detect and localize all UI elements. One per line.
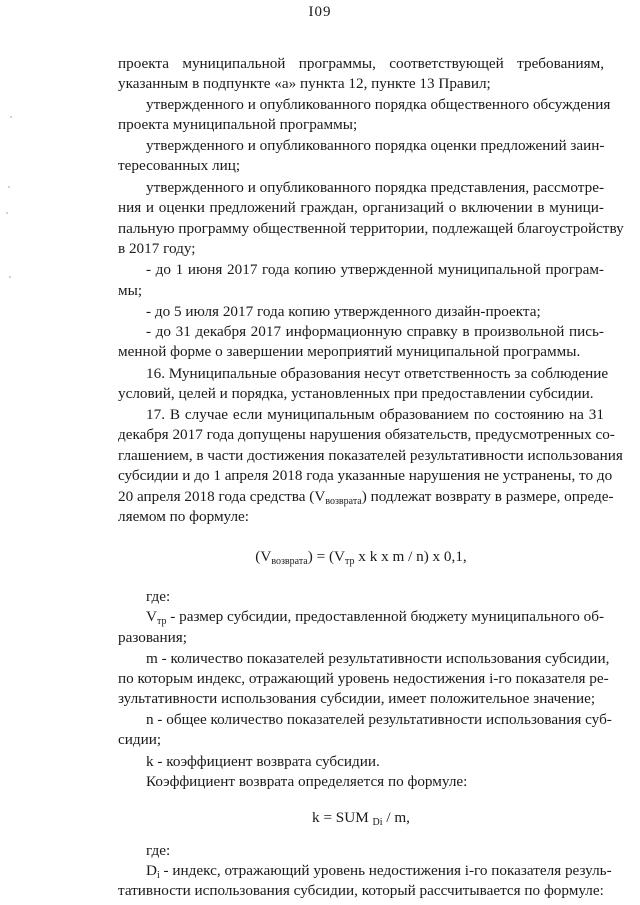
text-line: где: xyxy=(146,842,171,859)
text-line: субсидии и до 1 апреля 2018 года указанные нарушения не устранены, то до xyxy=(118,467,613,484)
text-fragment: - индекс, отражающий уровень недостижения i-го показателя резуль- xyxy=(159,862,612,879)
text-line: проекта муниципальной программы, соответствующей требованиям, xyxy=(118,55,604,72)
scan-speck xyxy=(10,116,12,118)
text-line: - до 1 июня 2017 года копию утвержденной муниципальной програм- xyxy=(146,261,604,278)
formula-return-coefficient: k = SUM $_{Di}$ / m, xyxy=(312,809,410,828)
text-line: по которым индекс, отражающий уровень недостижения i-го показателя ре- xyxy=(118,670,609,687)
subscript: i xyxy=(156,870,160,881)
text-line: ляемом по формуле: xyxy=(118,508,250,525)
text-line: Коэффициент возврата определяется по формуле: xyxy=(146,773,468,790)
text-line: n - общее количество показателей результативности использования суб- xyxy=(146,711,612,728)
text-line: - до 31 декабря 2017 информационную справку в произвольной пись- xyxy=(146,323,604,340)
text-fragment: - размер субсидии, предоставленной бюджету муниципального об- xyxy=(166,608,604,625)
subscript: возврата xyxy=(325,496,362,507)
text-line: проекта муниципальной программы; xyxy=(118,116,358,133)
text-line xyxy=(146,861,612,881)
text-line: условий, целей и порядка, установленных при предоставлении субсидии. xyxy=(118,385,594,402)
text-line: 17. В случае если муниципальным образованием по состоянию на 31 xyxy=(146,406,604,423)
scan-speck xyxy=(9,276,11,278)
formula-return-amount: $(V_{возврата}) = (V_{тр}$ x k x m / n) x 0,1, xyxy=(255,548,467,567)
text-line: указанным в подпункте «а» пункта 12, пункте 13 Правил; xyxy=(118,75,491,92)
text-line: 16. Муниципальные образования несут ответственность за соблюдение xyxy=(146,365,609,382)
text-line: пальную программу общественной территории, подлежащей благоустройству xyxy=(118,220,624,237)
text-fragment: 20 апреля 2018 года средства (V xyxy=(118,488,326,505)
text-fragment: D xyxy=(146,862,157,879)
scan-speck xyxy=(6,212,8,214)
text-line: утвержденного и опубликованного порядка оценки предложений заин- xyxy=(146,137,605,154)
text-line: разования; xyxy=(118,629,188,646)
text-line: в 2017 году; xyxy=(118,240,196,257)
text-line: m - количество показателей результативности использования субсидии, xyxy=(146,650,610,667)
text-line: утвержденного и опубликованного порядка общественного обсуждения xyxy=(146,96,611,113)
text-line: менной форме о завершении мероприятий муниципальной программы. xyxy=(118,343,581,360)
text-line: - до 5 июля 2017 года копию утвержденного дизайн-проекта; xyxy=(146,303,541,320)
text-line xyxy=(118,487,614,507)
text-line: зультативности использования субсидии, имеет положительное значение; xyxy=(118,690,596,707)
text-line: ния и оценки предложений граждан, организаций о включении в муници- xyxy=(118,199,604,216)
text-line: где: xyxy=(146,588,171,605)
text-line: утвержденного и опубликованного порядка представления, рассмотре- xyxy=(146,179,604,196)
text-line xyxy=(146,607,604,627)
text-line: k - коэффициент возврата субсидии. xyxy=(146,753,380,770)
page-number: I09 xyxy=(308,4,332,20)
text-line: глашением, в части достижения показателей результативности использования xyxy=(118,447,623,464)
text-fragment: V xyxy=(146,608,157,625)
text-line: тересованных лиц; xyxy=(118,157,241,174)
text-line: декабря 2017 года допущены нарушения обязательств, предусмотренных со- xyxy=(118,426,615,443)
text-line: сидии; xyxy=(118,731,162,748)
scan-speck xyxy=(8,186,10,188)
text-line: мы; xyxy=(118,282,143,299)
subscript: тр xyxy=(156,616,167,627)
text-fragment: ) подлежат возврату в размере, опреде- xyxy=(361,488,614,505)
text-line: тативности использования субсидии, который рассчитывается по формуле: xyxy=(118,882,604,899)
